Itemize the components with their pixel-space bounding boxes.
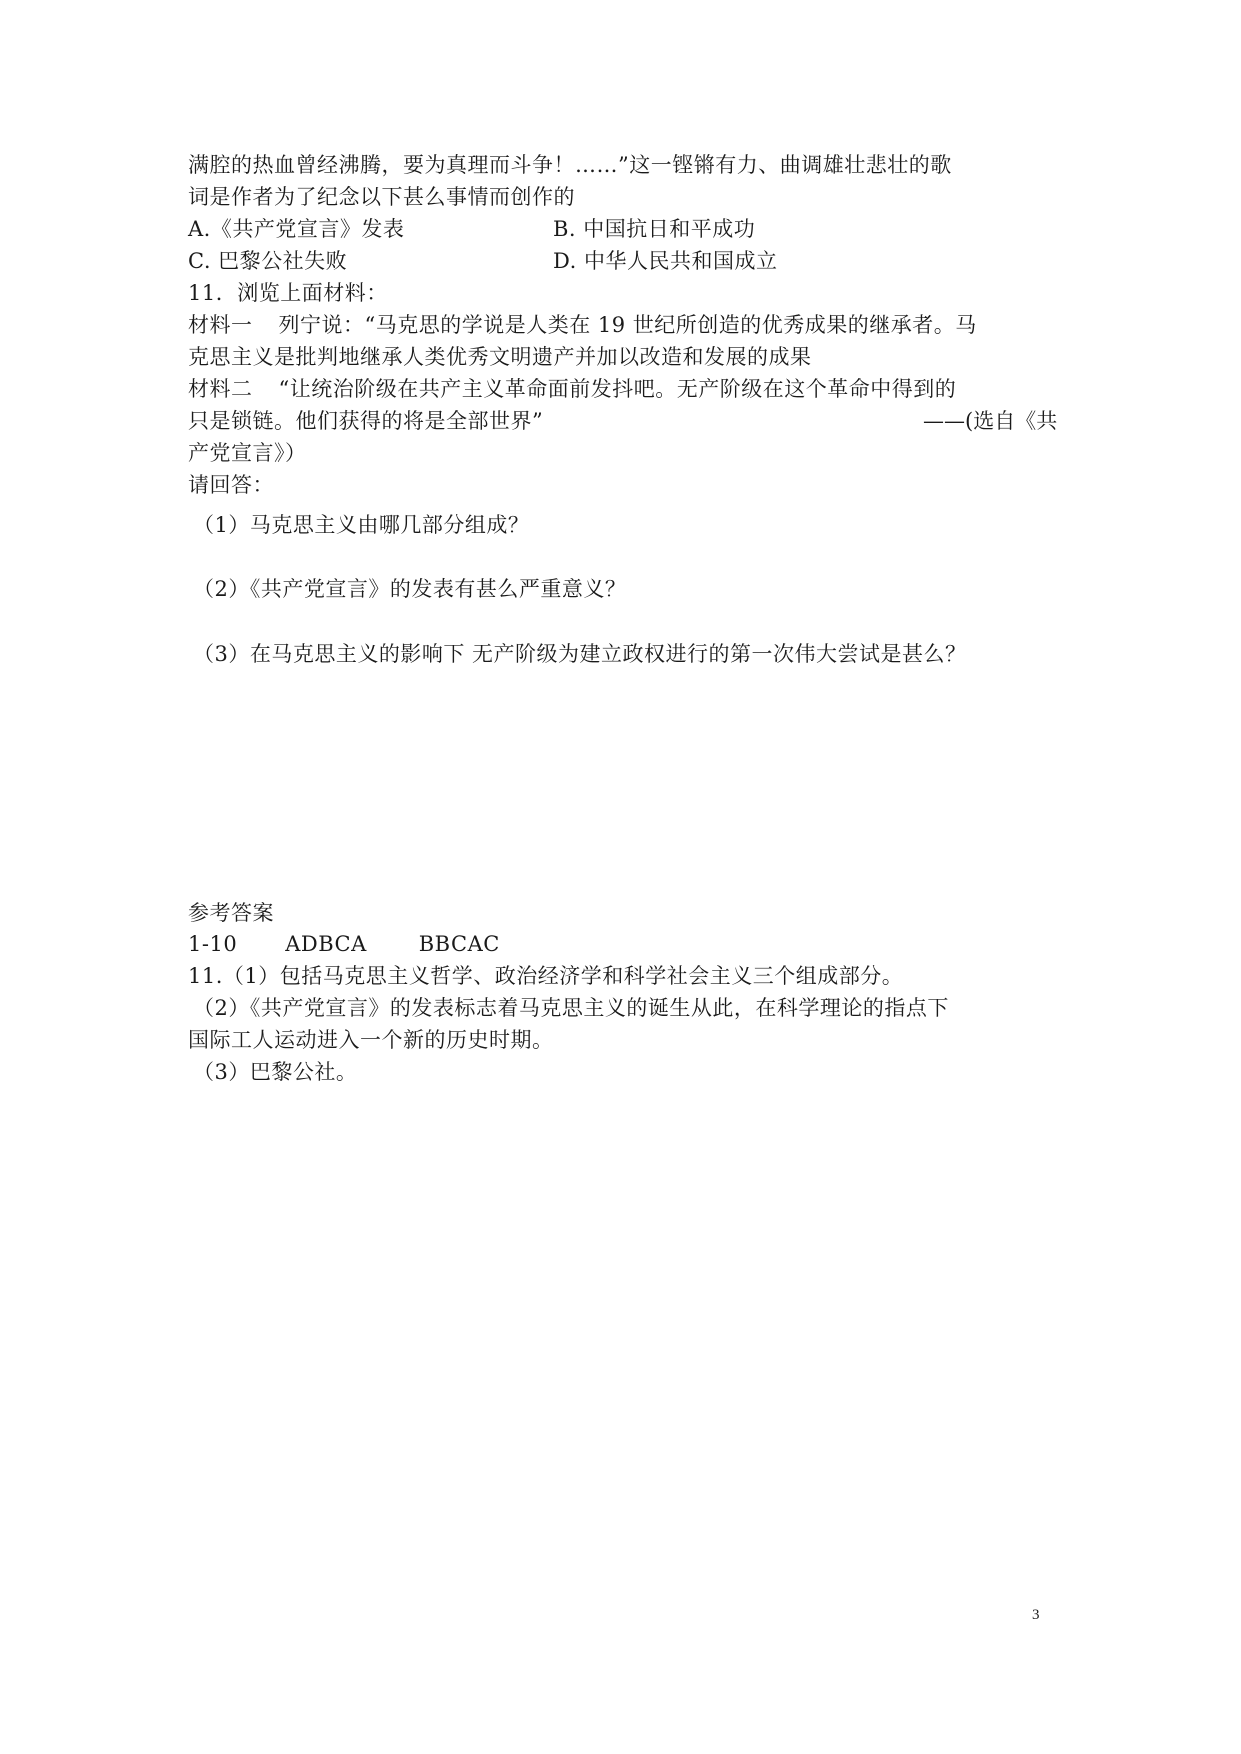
q11-heading: 11．浏览上面材料： <box>188 281 388 305</box>
q10-option-c: C. 巴黎公社失败 <box>188 249 348 273</box>
q11-sub2: （2）《共产党宣言》的发表有甚么严重意义？ <box>193 577 627 601</box>
q11-material2-label: 材料二 <box>188 377 253 401</box>
q10-option-a: A.《共产党宣言》发表 <box>188 217 405 241</box>
answers-mc-group2: BBCAC <box>418 932 500 956</box>
answer-11-2-line1: （2）《共产党宣言》的发表标志着马克思主义的诞生从此，在科学理论的指点下 <box>193 996 949 1020</box>
q11-material1-line1 <box>188 312 977 338</box>
answer-11-2-line2: 国际工人运动进入一个新的历史时期。 <box>188 1028 554 1052</box>
page-number: 3 <box>1032 1607 1040 1623</box>
q11-material1-line2: 克思主义是批判地继承人类优秀文明遗产并加以改造和发展的成果 <box>188 345 812 369</box>
q11-material2-source-a: ——(选自《共 <box>923 409 1058 433</box>
q10-option-d: D. 中华人民共和国成立 <box>553 249 778 273</box>
answers-mc-group1: ADBCA <box>285 932 367 956</box>
q10-option-b: B. 中国抗日和平成功 <box>553 217 756 241</box>
q10-stem-line2: 词是作者为了纪念以下甚么事情而创作的 <box>188 185 575 209</box>
q11-material2-source-b: 产党宣言》） <box>188 441 307 465</box>
q11-prompt: 请回答： <box>188 473 274 497</box>
answers-mc <box>188 931 500 957</box>
q11-material2-text1: “让统治阶级在共产主义革命面前发抖吧。无产阶级在这个革命中得到的 <box>278 377 957 401</box>
q11-material2-line2: 只是锁链。他们获得的将是全部世界” <box>188 409 544 433</box>
q11-sub1: （1）马克思主义由哪几部分组成？ <box>193 513 530 537</box>
answer-11-3: （3）巴黎公社。 <box>193 1060 358 1084</box>
answer-11-1: 11.（1）包括马克思主义哲学、政治经济学和科学社会主义三个组成部分。 <box>188 964 904 988</box>
q11-sub3: （3）在马克思主义的影响下 无产阶级为建立政权进行的第一次伟大尝试是甚么？ <box>193 642 967 666</box>
answers-mc-range: 1-10 <box>188 932 238 956</box>
q11-material1-text1: 列宁说：“马克思的学说是人类在 19 世纪所创造的优秀成果的继承者。马 <box>278 313 977 337</box>
q11-material1-label: 材料一 <box>188 313 253 337</box>
q10-stem-line1: 满腔的热血曾经沸腾，要为真理而斗争！……”这一铿锵有力、曲调雄壮悲壮的歌 <box>188 153 952 177</box>
q11-material2-line1 <box>188 376 956 402</box>
answers-title: 参考答案 <box>188 901 274 925</box>
